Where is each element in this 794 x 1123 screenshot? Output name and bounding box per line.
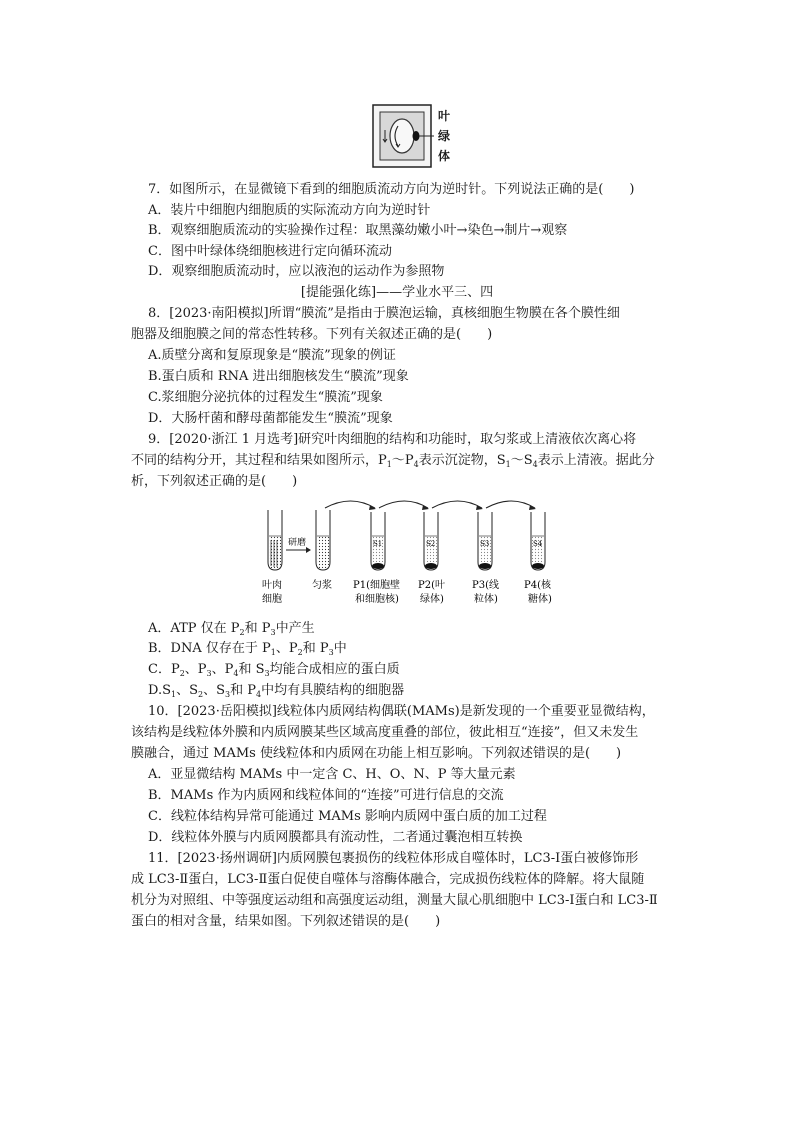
q8-option-a: A.质壁分离和复原现象是“膜流”现象的例证 [148,348,396,363]
q10-stem-line-2: 该结构是线粒体外膜和内质网膜某些区域高度重叠的部位，彼此相互“连接”，但又未发生 [131,725,639,740]
chloroplast [413,131,420,141]
q9-option-d: $D.S_1$、$S_2$、$S_3$和 $P_4$中均有具膜结构的细胞器 [148,683,405,699]
q10-option-d: D．线粒体外膜与内质网膜都具有流动性，二者通过囊泡相互转换 [148,830,523,845]
tube-label-s2: S2 [426,540,436,548]
tube-p1 [371,512,385,570]
q7-option-c: C．图中叶绿体绕细胞核进行定向循环流动 [148,244,392,259]
tube-p4 [531,512,545,570]
caption-p4-2: 糖体) [528,594,552,605]
q7-option-a: A．装片中细胞内细胞质的实际流动方向为逆时针 [148,203,431,218]
caption-p1-2: 和细胞核) [355,594,399,605]
q11-stem-line-1: 11．[2023·扬州调研]内质网膜包裹损伤的线粒体形成自噬体时，LC3-Ⅰ蛋白被修饰形 [148,851,639,866]
caption-mesophyll-2: 细胞 [262,594,282,605]
q8-option-b: B.蛋白质和 RNA 进出细胞核发生“膜流”现象 [148,369,409,384]
cell-figure [372,104,462,168]
q11-stem-line-4: 蛋白的相对含量，结果如图。下列叙述错误的是( ) [131,914,441,929]
label-char-3: 体 [438,149,451,163]
q10-stem-line-3: 膜融合，通过 MAMs 使线粒体和内质网在功能上相互影响。下列叙述错误的是( ) [131,746,622,761]
label-char-1: 叶 [438,109,451,123]
q11-stem-line-3: 机分为对照组、中等强度运动组和高强度运动组，测量大鼠心肌细胞中 LC3-Ⅰ蛋白和 LC3-Ⅱ [131,893,658,908]
q11-stem-line-2: 成 LC3-Ⅱ蛋白，LC3-Ⅱ蛋白促使自噬体与溶酶体融合，完成损伤线粒体的降解。将大鼠随 [131,872,645,887]
caption-homogenate: 匀浆 [312,580,332,591]
q8-option-d: D．大肠杆菌和酵母菌都能发生“膜流”现象 [148,411,393,426]
q8-stem-line-1: 8．[2023·南阳模拟]所谓“膜流”是指由于膜泡运输，真核细胞生物膜在各个膜性细 [148,306,620,321]
q9-option-a: A．ATP 仅在 $P_2$和 $P_3$中产生 [148,621,315,637]
q8-stem-line-2: 胞器及细胞膜之间的常态性转移。下列有关叙述正确的是( ) [131,327,493,342]
caption-p2-1: P2(叶 [418,580,445,591]
caption-p3-1: P3(线 [472,580,499,591]
caption-p3-2: 粒体) [474,594,498,605]
q10-option-c: C．线粒体结构异常可能通过 MAMs 影响内质网中蛋白质的加工过程 [148,809,547,824]
vacuole [390,119,414,153]
tube-label-s1: S1 [373,540,383,548]
q7-stem: 7．如图所示，在显微镜下看到的细胞质流动方向为逆时针。下列说法正确的是( ) [148,182,635,197]
q9-stem-line-1: 9．[2020·浙江 1 月选考]研究叶肉细胞的结构和功能时，取匀浆或上清液依次离心将 [148,432,637,447]
caption-p1-1: P1(细胞壁 [353,580,400,591]
q9-option-b: B．DNA 仅存在于 $P_1$、$P_2$和 $P_3$中 [148,641,347,657]
q9-option-c: C．$P_2$、$P_3$、$P_4$和 $S_3$均能合成相应的蛋白质 [148,662,400,678]
tube-p2 [424,512,438,570]
caption-p4-1: P4(核 [524,580,551,591]
section-title: [提能强化练]——学业水平三、四 [300,285,494,300]
q7-option-b: B．观察细胞质流动的实验操作过程：取黑藻幼嫩小叶→染色→制片→观察 [148,223,568,238]
tube-p3 [478,512,492,570]
q10-option-b: B．MAMs 作为内质网和线粒体间的“连接”可进行信息的交流 [148,788,504,803]
tube-label-s4: S4 [533,540,543,548]
tube-label-s3: S3 [480,540,490,548]
tube-mesophyll [268,510,282,570]
q8-option-c: C.浆细胞分泌抗体的过程发生“膜流”现象 [148,390,383,405]
centrifuge-figure [258,500,558,612]
q9-stem-line-3: 析，下列叙述正确的是( ) [131,474,298,489]
q10-option-a: A．亚显微结构 MAMs 中一定含 C、H、O、N、P 等大量元素 [148,767,516,782]
tube-homogenate [316,510,330,570]
caption-p2-2: 绿体) [420,594,444,605]
q7-option-d: D．观察细胞质流动时，应以液泡的运动作为参照物 [148,264,445,279]
label-char-2: 绿 [438,129,451,143]
caption-mesophyll-1: 叶肉 [262,580,282,591]
q9-stem-line-2: 不同的结构分开，其过程和结果如图所示，$P_1\sim P_4$表示沉淀物，$S_1\sim S_4$表示上清液。据此分 [131,453,655,469]
q10-stem-line-1: 10．[2023·岳阳模拟]线粒体内质网结构偶联(MAMs)是新发现的一个重要亚显微结构， [148,704,655,719]
grind-label: 研磨 [288,538,307,548]
